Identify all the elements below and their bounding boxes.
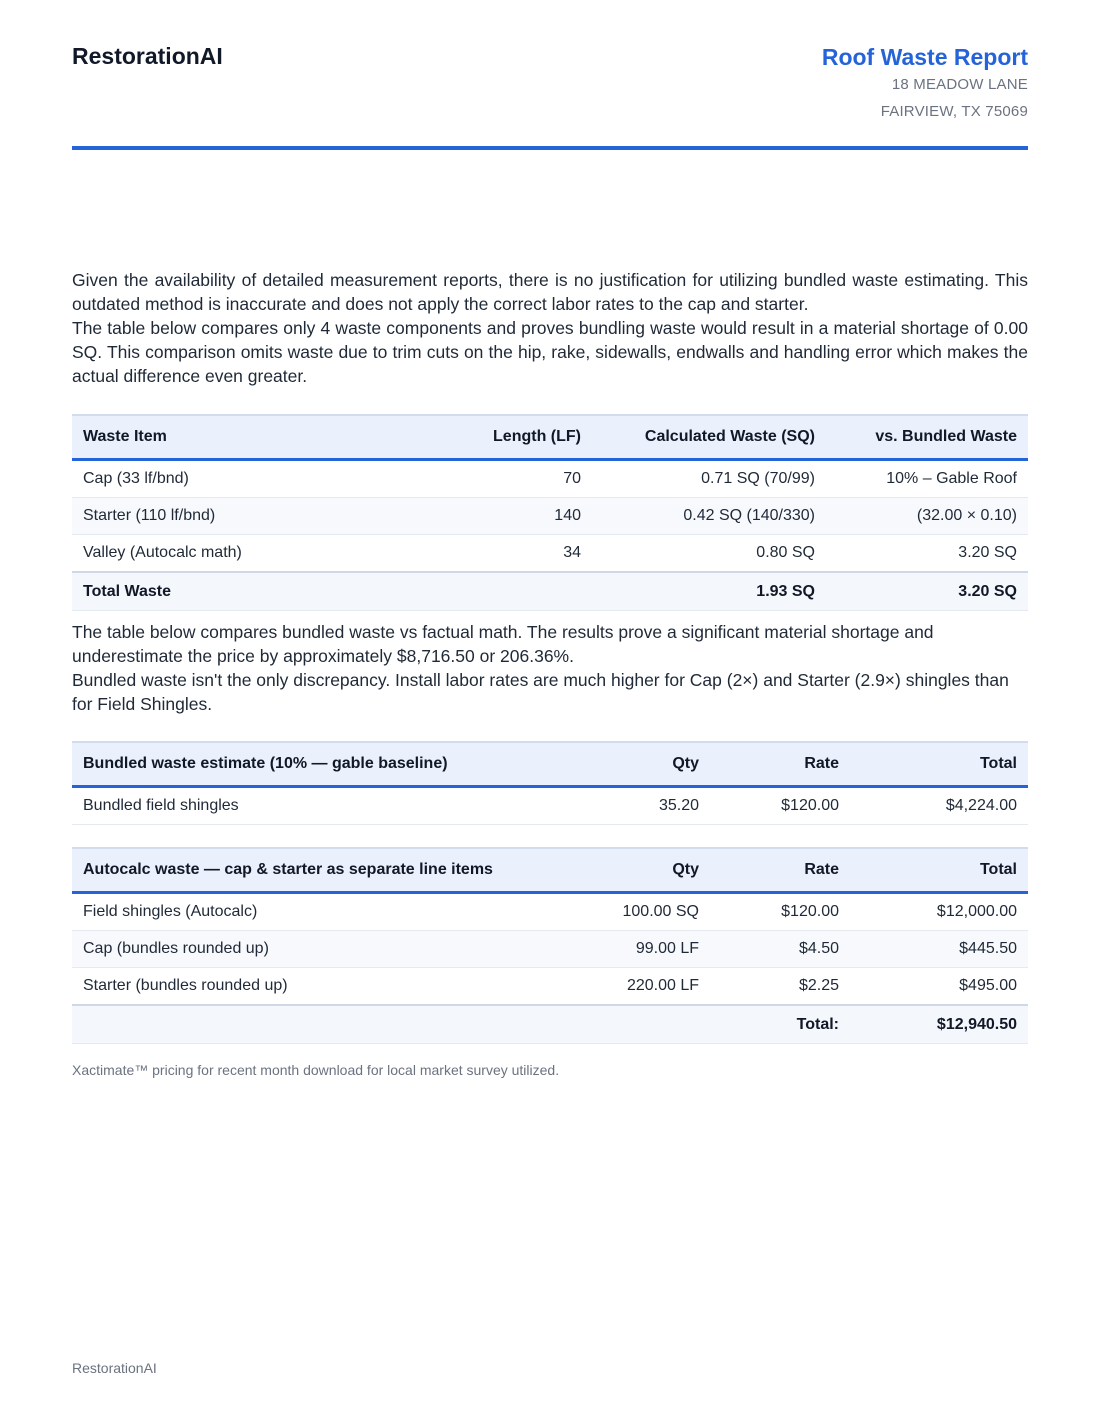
table-cell	[424, 572, 592, 611]
table-row	[72, 931, 1028, 968]
table-cell: 35.20	[570, 787, 710, 825]
intro-text	[72, 268, 1028, 388]
total-row	[72, 572, 1028, 611]
table-cell: $445.50	[850, 931, 1028, 968]
total-row	[72, 1005, 1028, 1044]
total-label: Total:	[710, 1005, 850, 1044]
table-row	[72, 787, 1028, 825]
comparison-paragraph-1: The table below compares bundled waste vs factual math. The results prove a significant material shortage and underestimate the price by approximately $8,716.50 or 206.36%.	[72, 622, 934, 666]
column-header: Total	[850, 742, 1028, 787]
table-row	[72, 498, 1028, 535]
table-row	[72, 460, 1028, 498]
column-header: Length (LF)	[424, 415, 592, 460]
table-row	[72, 535, 1028, 573]
table-cell	[72, 1005, 570, 1044]
grand-total-value: $12,940.50	[850, 1005, 1028, 1044]
column-header: Rate	[710, 742, 850, 787]
total-calculated-waste: 1.93 SQ	[592, 572, 826, 611]
address-line-2: FAIRVIEW, TX 75069	[880, 103, 1028, 120]
brand-name: RestorationAI	[72, 43, 223, 69]
table-header-row	[72, 415, 1028, 460]
table-cell: $2.25	[710, 968, 850, 1006]
table-cell: 220.00 LF	[570, 968, 710, 1006]
intro-paragraph-2: The table below compares only 4 waste components and proves bundling waste would result in a material shortage of 0.00 SQ. This comparison omits waste due to trim cuts on the hip, rake, sidewalls, endwalls and handling error which makes the actual difference even greater.	[72, 318, 1028, 386]
table-header-row	[72, 848, 1028, 893]
table-cell: Cap (bundles rounded up)	[72, 931, 570, 968]
column-header: Autocalc waste — cap & starter as separate line items	[72, 848, 570, 893]
table-cell: 0.80 SQ	[592, 535, 826, 573]
column-header: Waste Item	[72, 415, 424, 460]
table-cell: (32.00 × 0.10)	[826, 498, 1028, 535]
report-title: Roof Waste Report	[821, 44, 1028, 70]
column-header: vs. Bundled Waste	[826, 415, 1028, 460]
bundled-estimate-table	[72, 741, 1028, 825]
table-cell: 0.42 SQ (140/330)	[592, 498, 826, 535]
table-cell	[570, 1005, 710, 1044]
table-cell: $120.00	[710, 893, 850, 931]
table-cell: Cap (33 lf/bnd)	[72, 460, 424, 498]
table-cell: $12,000.00	[850, 893, 1028, 931]
table-cell: Starter (bundles rounded up)	[72, 968, 570, 1006]
table-cell: Bundled field shingles	[72, 787, 570, 825]
table-cell: Starter (110 lf/bnd)	[72, 498, 424, 535]
comparison-text	[72, 620, 1028, 716]
table-cell: $495.00	[850, 968, 1028, 1006]
total-label: Total Waste	[72, 572, 424, 611]
table-cell: 100.00 SQ	[570, 893, 710, 931]
intro-paragraph-1: Given the availability of detailed measurement reports, there is no justification for utilizing bundled waste estimating. This outdated method is inaccurate and does not apply the correct labor rates to the cap and starter.	[72, 270, 1028, 314]
table-cell: 34	[424, 535, 592, 573]
table-row	[72, 893, 1028, 931]
column-header: Total	[850, 848, 1028, 893]
total-bundled-waste: 3.20 SQ	[826, 572, 1028, 611]
column-header: Qty	[570, 742, 710, 787]
table-cell: Valley (Autocalc math)	[72, 535, 424, 573]
column-header: Calculated Waste (SQ)	[592, 415, 826, 460]
report-header	[72, 0, 1028, 150]
column-header: Qty	[570, 848, 710, 893]
pricing-note: Xactimate™ pricing for recent month download for local market survey utilized.	[72, 1062, 560, 1078]
footer-brand: RestorationAI	[72, 1360, 157, 1376]
autocalc-estimate-table	[72, 847, 1028, 1044]
address-line-1: 18 MEADOW LANE	[891, 76, 1028, 93]
table-cell: 140	[424, 498, 592, 535]
waste-comparison-table	[72, 414, 1028, 611]
table-row	[72, 968, 1028, 1006]
table-cell: 3.20 SQ	[826, 535, 1028, 573]
header-right	[822, 43, 1028, 125]
table-cell: 10% – Gable Roof	[826, 460, 1028, 498]
table-cell: $120.00	[710, 787, 850, 825]
comparison-paragraph-2: Bundled waste isn't the only discrepancy. Install labor rates are much higher for Cap (2×) and Starter (2.9×) shingles than for Field Shingles.	[72, 670, 1009, 714]
table-cell: 70	[424, 460, 592, 498]
column-header: Bundled waste estimate (10% — gable baseline)	[72, 742, 570, 787]
table-cell: Field shingles (Autocalc)	[72, 893, 570, 931]
column-header: Rate	[710, 848, 850, 893]
table-cell: $4.50	[710, 931, 850, 968]
table-cell: $4,224.00	[850, 787, 1028, 825]
table-cell: 0.71 SQ (70/99)	[592, 460, 826, 498]
table-cell: 99.00 LF	[570, 931, 710, 968]
table-header-row	[72, 742, 1028, 787]
